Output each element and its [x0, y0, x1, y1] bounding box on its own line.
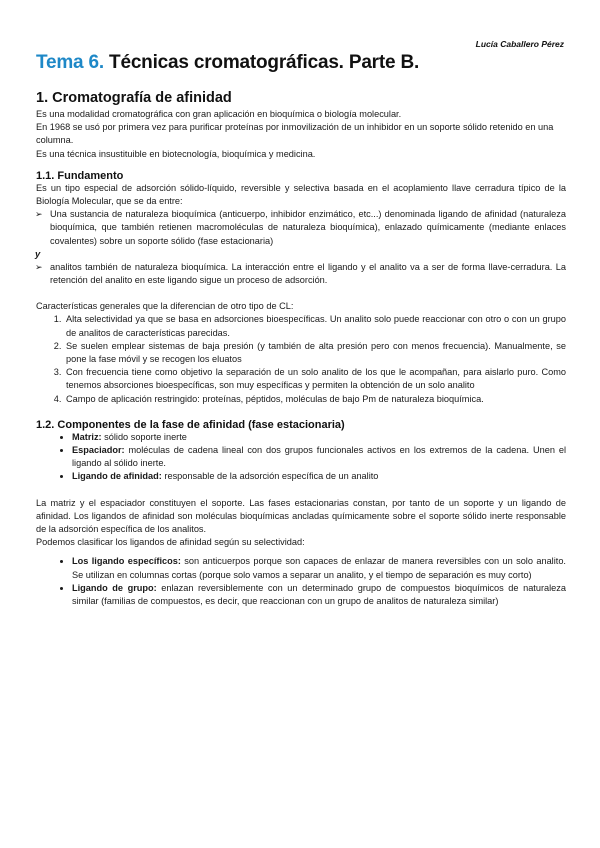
ligandos-list: [36, 555, 566, 608]
ligando-grupo-item: [72, 582, 566, 608]
caracteristicas-intro: Características generales que la diferencian de otro tipo de CL:: [36, 301, 294, 312]
fundamento-item-ligando: ➢ Una sustancia de naturaleza bioquímica (anticuerpo, inhibidor enzimático, etc...) denominada ligando de afinidad (naturaleza bioquímica, que también retienen macromoléculas de naturaleza bioquímica), enlazado químicamente (mediante enlaces covalentes) sobre un soporte sólido (fase estacionaria): [50, 208, 566, 248]
title-number: Tema 6.: [36, 52, 104, 73]
page-title: [36, 52, 419, 74]
fundamento-item-analitos: ➢ analitos también de naturaleza bioquímica. La interacción entre el ligando y el analito va a ser de forma llave-cerradura. La retención del analito en este ligando sigue un proceso de adsorción.: [50, 261, 566, 287]
subsection-heading-componentes: 1.2. Componentes de la fase de afinidad (fase estacionaria): [36, 418, 345, 431]
intro-line-1: Es una modalidad cromatográfica con gran aplicación en bioquímica o biología molecular.: [36, 109, 402, 119]
definition: moléculas de cadena lineal con dos grupos funcionales activos en los extremos de la cadena. Unen el ligando al sólido inerte.: [72, 445, 566, 469]
term: Ligando de grupo:: [72, 582, 157, 593]
author-name: Lucía Caballero Pérez: [475, 39, 564, 49]
term: Ligando de afinidad:: [72, 471, 162, 482]
fundamento-intro: Es un tipo especial de adsorción sólido-líquido, reversible y selectiva basada en el acoplamiento llave cerradura típico de la Biología Molecular, que se da entre:: [36, 182, 566, 207]
caracteristica-item: 1. Alta selectividad ya que se basa en adsorciones bioespecíficas. Un analito solo puede reaccionar con otro o con un grupo de analitos de características parecidas.: [64, 313, 566, 339]
componente-item-matriz: [72, 431, 566, 444]
intro-line-3: Es una técnica insustituible en biotecnología, bioquímica y medicina.: [36, 148, 316, 159]
clasificar-intro: Podemos clasificar los ligandos de afinidad según su selectividad:: [36, 537, 305, 548]
definition: son anticuerpos porque son capaces de enlazar de manera reversibles con un solo analito. Se utilizan en columnas cortas (porque solo vamos a separar un analito, y el tiempo de separación es muy corto): [72, 556, 566, 580]
fundamento-list-2: [36, 261, 566, 287]
section-heading-afinidad: 1. Cromatografía de afinidad: [36, 90, 232, 106]
ligando-especifico-item: [72, 555, 566, 581]
title-text: Técnicas cromatográficas. Parte B.: [109, 52, 420, 73]
componente-item-espaciador: [72, 444, 566, 470]
term: Matriz:: [72, 431, 102, 442]
intro-line-2: En 1968 se usó por primera vez para purificar proteínas por inmovilización de un inhibidor en un soporte sólido retenido en una columna.: [36, 122, 554, 146]
componentes-list: [36, 431, 566, 484]
definition: responsable de la adsorción específica de un analito: [161, 471, 379, 482]
caracteristicas-list: [36, 313, 566, 405]
caracteristica-item: 4. Campo de aplicación restringido: proteínas, péptidos, moléculas de bajo Pm de naturaleza bioquímica.: [64, 393, 566, 406]
term: Espaciador:: [72, 445, 125, 456]
term: Los ligando específicos:: [72, 556, 181, 567]
componente-item-ligando: [72, 470, 566, 483]
caracteristica-item: 2. Se suelen emplear sistemas de baja presión (y también de alta presión pero con menos frecuencia). Manualmente, se pone la fase móvil y se recogen los eluatos: [64, 340, 566, 366]
definition: enlazan reversiblemente con un determinado grupo de compuestos bioquímicos de naturaleza similar (familias de compuestos, es decir, que reaccionan con un grupo de analitos de naturaleza similar): [72, 582, 566, 607]
subsection-heading-fundamento: 1.1. Fundamento: [36, 169, 124, 182]
connector-y: y: [35, 248, 41, 260]
definition: sólido soporte inerte: [101, 431, 187, 442]
componentes-paragraph: La matriz y el espaciador constituyen el soporte. Las fases estacionarias constan, por tanto de un soporte y un ligando de afinidad. Los ligandos de afinidad son moléculas bioquímicas ancladas químicamente sobre el soporte sólido inerte responsable de la adsorción específica de los analitos.: [36, 497, 566, 535]
fundamento-list: [36, 208, 566, 248]
document-body: [36, 90, 566, 608]
caracteristica-item: 3. Con frecuencia tiene como objetivo la separación de un solo analito de los que le acompañan, para aislarlo puro. Como tenemos absorciones bioespecíficas, son muy específicas y permiten la obtención de un solo analito: [64, 366, 566, 392]
